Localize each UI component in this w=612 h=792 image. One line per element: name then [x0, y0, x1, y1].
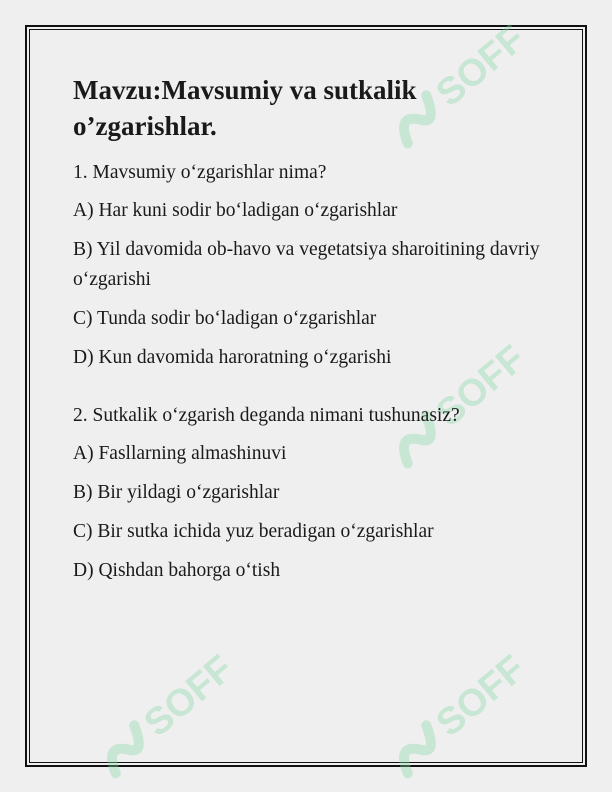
answer-option: A) Fasllarning almashinuvi	[73, 443, 287, 464]
question-text: 1. Mavsumiy o‘zgarishlar nima?	[73, 162, 327, 183]
answer-option: C) Tunda sodir bo‘ladigan o‘zgarishlar	[73, 308, 377, 329]
watermark-text: SOFF	[136, 647, 242, 745]
question-block	[73, 401, 543, 586]
answer-option: B) Yil davomida ob-havo va vegetatsiya sharoitining davriy o‘zgarishi	[73, 239, 540, 290]
answer-option: D) Qishdan bahorga o‘tish	[73, 560, 281, 581]
question-block	[73, 158, 543, 373]
answer-option: B) Bir yildagi o‘zgarishlar	[73, 482, 280, 503]
page-title: Mavzu:Mavsumiy va sutkalik o’zgarishlar.	[73, 75, 417, 141]
answer-option: A) Har kuni sodir bo‘ladigan o‘zgarishlar	[73, 200, 398, 221]
question-text: 2. Sutkalik o‘zgarish deganda nimani tushunasiz?	[73, 405, 460, 426]
answer-option: C) Bir sutka ichida yuz beradigan o‘zgarishlar	[73, 521, 434, 542]
watermark-text: SOFF	[428, 17, 534, 115]
answer-option: D) Kun davomida haroratning o‘zgarishi	[73, 347, 392, 368]
watermark-text: SOFF	[428, 647, 534, 745]
document-content	[73, 72, 543, 595]
watermark-text: SOFF	[428, 337, 534, 435]
